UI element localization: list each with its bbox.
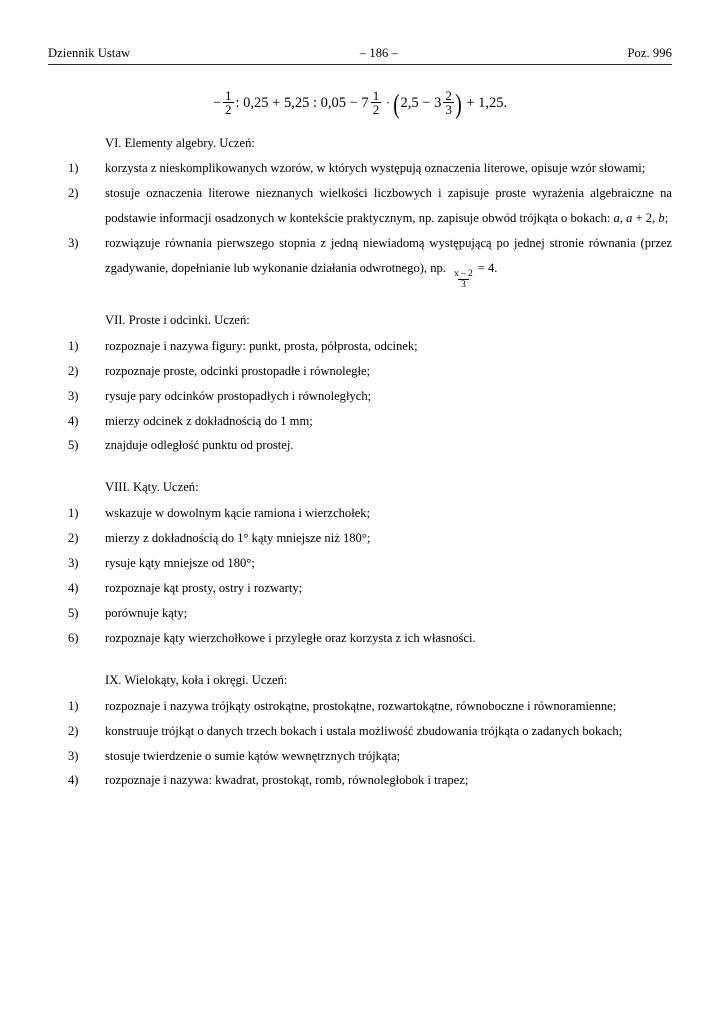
section-heading-ix: IX. Wielokąty, koła i okręgi. Uczeń: (105, 672, 288, 687)
fraction-denominator: 3 (445, 102, 452, 118)
multiplication-dot: · (385, 95, 391, 111)
list-marker: 1) (68, 338, 79, 353)
list-marker: 2) (68, 363, 79, 378)
list-item (48, 626, 672, 651)
formula-leading-minus: − (212, 94, 222, 111)
list-marker: 4) (68, 581, 79, 596)
list-marker: 1) (68, 161, 79, 176)
list-item (48, 156, 672, 181)
list-marker: 2) (68, 723, 79, 738)
list-marker: 3) (68, 556, 79, 571)
list-marker: 3) (68, 748, 79, 763)
fraction-two-thirds (443, 89, 454, 117)
running-head-right: Poz. 996 (627, 46, 672, 60)
list-item-text: rozpoznaje i nazywa figury: punkt, prosta, półprosta, odcinek; (105, 338, 418, 353)
fraction-denominator: 2 (225, 102, 232, 118)
paren-open: ( (393, 88, 400, 119)
list-marker: 5) (68, 438, 79, 453)
list-marker: 3) (68, 388, 79, 403)
list-item-text: wskazuje w dowolnym kącie ramiona i wierzchołek; (105, 506, 371, 521)
fraction-numerator: 1 (225, 88, 232, 103)
list-item-text: korzysta z nieskomplikowanych wzorów, w których występują oznaczenia literowe, opisuje wzór słowami; (105, 161, 646, 176)
list-item (48, 181, 672, 231)
list-marker: 5) (68, 605, 79, 620)
list-item-text: rysuje pary odcinków prostopadłych i równoległych; (105, 388, 372, 403)
list-item (48, 551, 672, 576)
list-item-text: znajduje odległość punktu od prostej. (105, 438, 294, 453)
display-formula (48, 89, 672, 117)
running-head-left: Dziennik Ustaw (48, 46, 131, 60)
list-item-text-lead: rozwiązuje równania pierwszego stopnia z jedną niewiadomą występującą po jednej stronie równania (przez zgadywanie, dopełnianie lub wykonanie działania odwrotnego), np. (105, 236, 672, 276)
section-heading-viii: VIII. Kąty. Uczeń: (105, 480, 199, 495)
list-item (48, 409, 672, 434)
inline-fraction (451, 269, 476, 291)
list-item-text-lead: stosuje oznaczenia literowe nieznanych wielkości liczbowych i zapisuje proste wyrażenia algebraiczne na podstawie informacji osadzonych w kontekście praktycznym, np. zapisuje obwód trójkąta o bokach: (105, 186, 672, 226)
list-item-text: stosuje twierdzenie o sumie kątów wewnętrznych trójkąta; (105, 748, 401, 763)
list-marker: 2) (68, 186, 79, 201)
list-marker: 4) (68, 413, 79, 428)
formula-expression (212, 89, 507, 117)
list-item-text: rozpoznaje i nazywa: kwadrat, prostokąt, romb, równoległobok i trapez; (105, 773, 469, 788)
fraction-numerator: 2 (445, 88, 452, 103)
variable-b: b (658, 211, 665, 226)
list-item-text: rozpoznaje kąty wierzchołkowe i przyległe oraz korzysta z ich własności. (105, 630, 476, 645)
equation-tail: = 4. (477, 261, 498, 276)
fraction-seven-and-half (371, 89, 382, 117)
list-item (48, 231, 672, 291)
list-item (48, 501, 672, 526)
list-item (48, 526, 672, 551)
list-item (48, 334, 672, 359)
header-divider (48, 64, 672, 65)
section-heading-vi: VI. Elementy algebry. Uczeń: (105, 135, 255, 150)
list-item-text: mierzy odcinek z dokładnością do 1 mm; (105, 413, 313, 428)
paren-close: ) (455, 88, 463, 119)
fraction-denominator: 2 (372, 102, 380, 118)
list-item (48, 719, 672, 744)
list-item-text: porównuje kąty; (105, 605, 188, 620)
section-heading-vii: VII. Proste i odcinki. Uczeń: (105, 312, 250, 327)
formula-segment-two: 2,5 − 3 (400, 94, 442, 111)
list-marker: 2) (68, 531, 79, 546)
list-item-text: rozpoznaje i nazywa trójkąty ostrokątne, prostokątne, rozwartokątne, równoboczne i równoramienne; (105, 698, 617, 713)
list-item (48, 576, 672, 601)
document-body (48, 131, 672, 794)
list-marker: 6) (68, 630, 79, 645)
list-marker: 1) (68, 506, 79, 521)
list-marker: 1) (68, 698, 79, 713)
list-item (48, 601, 672, 626)
fraction-denominator: 3 (458, 279, 469, 290)
list-item (48, 768, 672, 793)
fraction-one-half (223, 89, 234, 117)
list-item-text: mierzy z dokładnością do 1° kąty mniejsze niż 180°; (105, 531, 371, 546)
list-item-text (105, 181, 672, 231)
formula-segment-three: + 1,25. (466, 94, 508, 111)
list-item (48, 384, 672, 409)
text-separator: ; (664, 211, 669, 226)
list-item (48, 433, 672, 458)
list-item-text: konstruuje trójkąt o danych trzech bokach i ustala możliwość zbudowania trójkąta o zadanych bokach; (105, 723, 623, 738)
list-item-text: rozpoznaje kąt prosty, ostry i rozwarty; (105, 581, 303, 596)
list-item-text: rozpoznaje proste, odcinki prostopadłe i równoległe; (105, 363, 371, 378)
variable-a-first: a (613, 211, 620, 226)
running-head (48, 0, 672, 61)
text-separator: , (619, 211, 627, 226)
list-marker: 4) (68, 773, 79, 788)
fraction-numerator: x – 2 (454, 269, 473, 279)
text-separator: + 2, (632, 211, 659, 226)
fraction-numerator: 1 (372, 88, 380, 103)
list-marker: 3) (68, 236, 79, 251)
list-item-text (105, 231, 672, 291)
list-item (48, 694, 672, 719)
variable-a-second: a (626, 211, 633, 226)
list-item-text: rysuje kąty mniejsze od 180°; (105, 556, 255, 571)
list-item (48, 359, 672, 384)
page-number: – 186 – (359, 46, 398, 60)
formula-segment-one: : 0,25 + 5,25 : 0,05 − 7 (235, 94, 369, 111)
list-item (48, 744, 672, 769)
